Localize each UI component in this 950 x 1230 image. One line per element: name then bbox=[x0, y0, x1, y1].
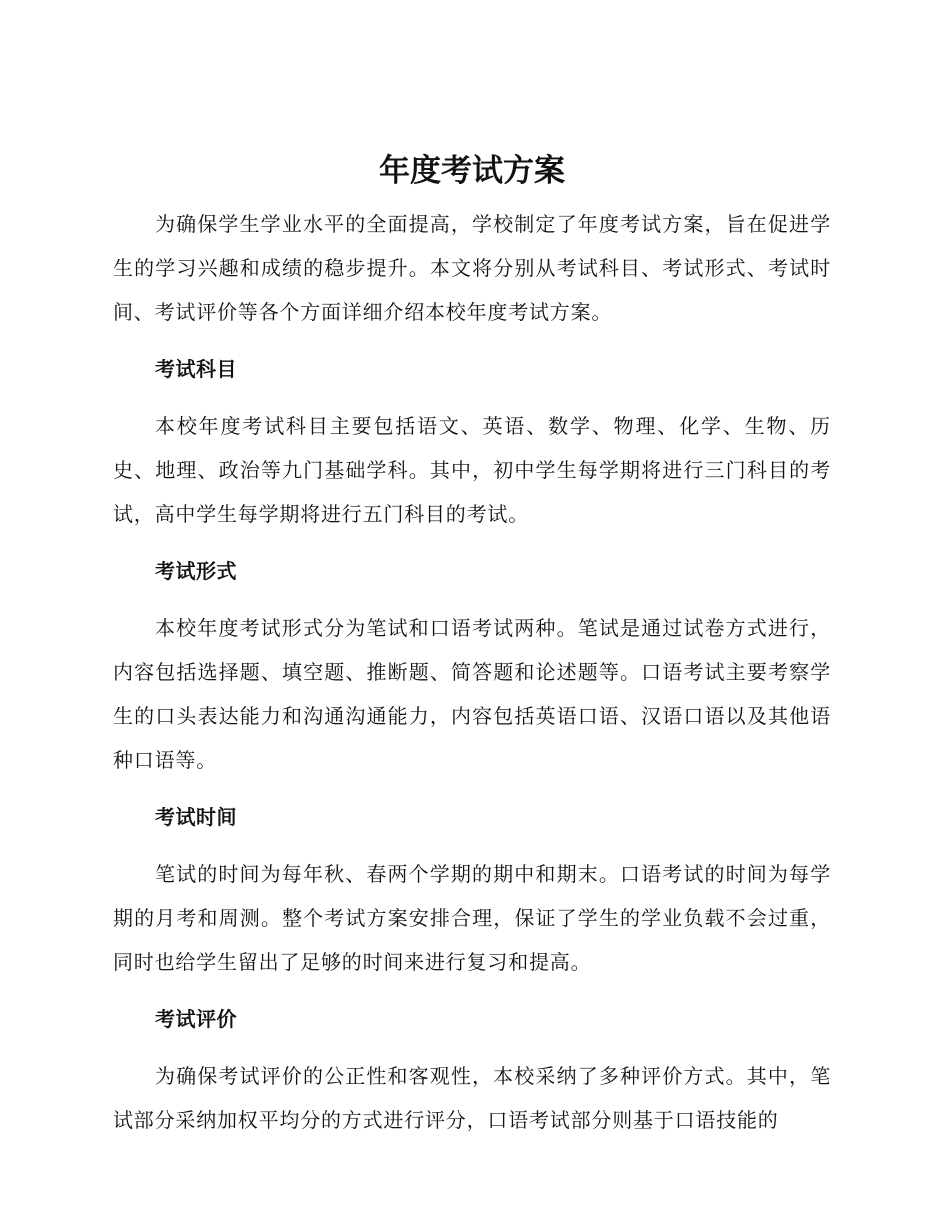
section-paragraph-format: 本校年度考试形式分为笔试和口语考试两种。笔试是通过试卷方式进行，内容包括选择题、填空题、推断题、简答题和论述题等。口语考试主要考察学生的口头表达能力和沟通沟通能力，内容包括英语口语、汉语口语以及其他语种口语等。 bbox=[113, 616, 831, 772]
intro-paragraph: 为确保学生学业水平的全面提高，学校制定了年度考试方案，旨在促进学生的学习兴趣和成绩的稳步提升。本文将分别从考试科目、考试形式、考试时间、考试评价等各个方面详细介绍本校年度考试方案。 bbox=[113, 212, 831, 324]
section-paragraph-time: 笔试的时间为每年秋、春两个学期的期中和期末。口语考试的时间为每学期的月考和周测。整个考试方案安排合理，保证了学生的学业负载不会过重，同时也给学生留出了足够的时间来进行复习和提高。 bbox=[113, 862, 831, 974]
document-body bbox=[113, 148, 831, 1142]
section-paragraph-subjects: 本校年度考试科目主要包括语文、英语、数学、物理、化学、生物、历史、地理、政治等九门基础学科。其中，初中学生每学期将进行三门科目的考试，高中学生每学期将进行五门科目的考试。 bbox=[113, 414, 831, 526]
section-heading-format: 考试形式 bbox=[155, 559, 237, 583]
section-heading-time: 考试时间 bbox=[155, 805, 237, 829]
section-paragraph-evaluation: 为确保考试评价的公正性和客观性，本校采纳了多种评价方式。其中，笔试部分采纳加权平均分的方式进行评分，口语考试部分则基于口语技能的 bbox=[113, 1064, 831, 1132]
document-title: 年度考试方案 bbox=[379, 153, 565, 189]
section-heading-subjects: 考试科目 bbox=[155, 357, 237, 381]
section-heading-evaluation: 考试评价 bbox=[155, 1007, 237, 1031]
